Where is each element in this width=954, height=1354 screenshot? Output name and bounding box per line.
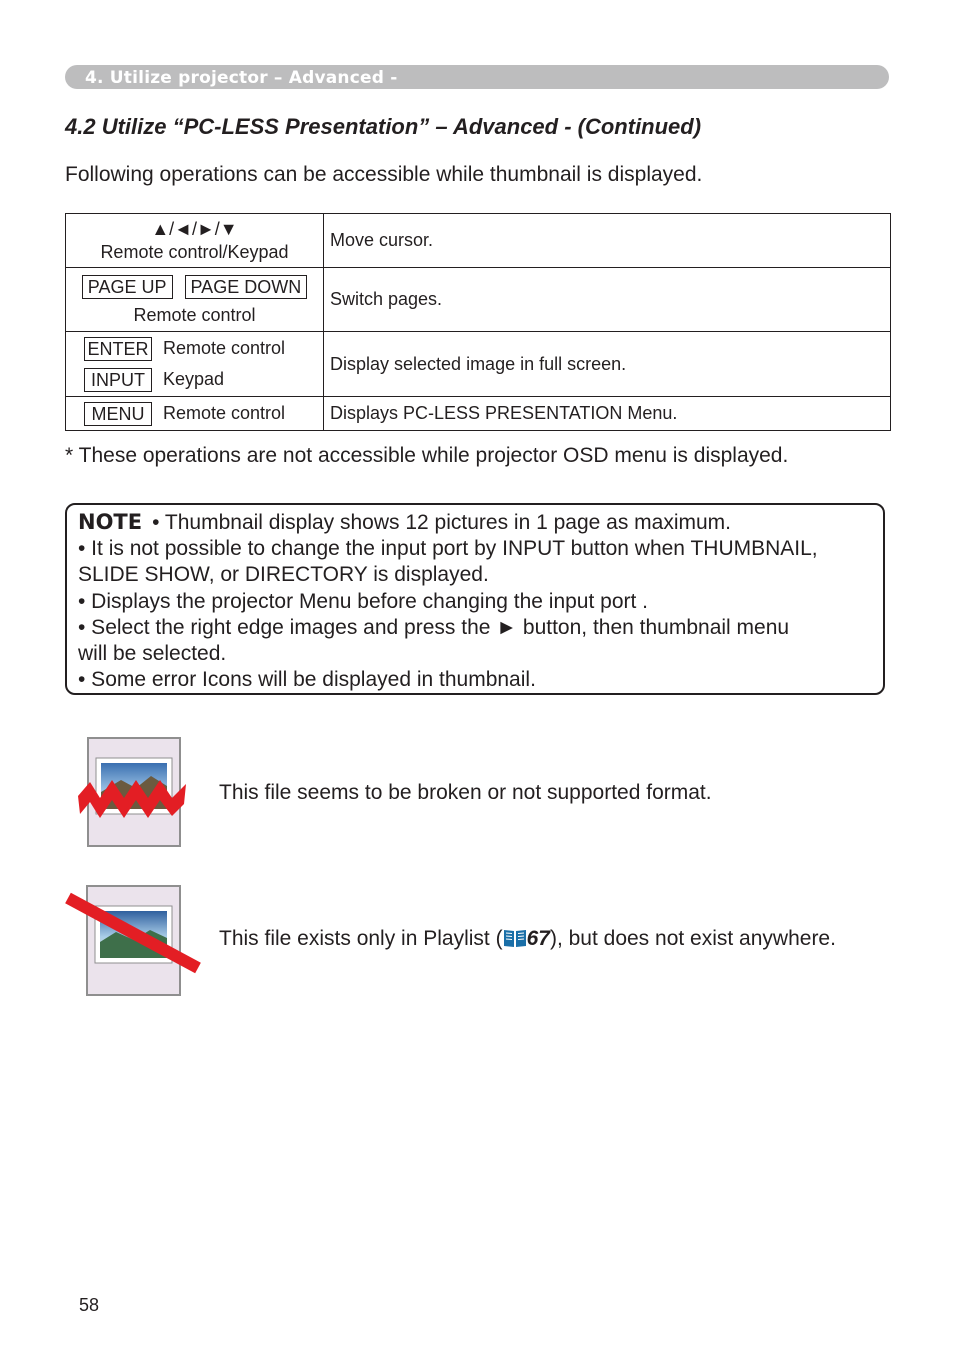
control-source: Keypad <box>163 369 225 389</box>
controls-cell <box>66 332 324 397</box>
arrow-keys: ▲/◄/►/▼ <box>151 218 238 239</box>
note-line: SLIDE SHOW, or DIRECTORY is displayed. <box>78 563 489 587</box>
chapter-header-text: 4. Utilize projector – Advanced - <box>85 68 398 88</box>
key-menu: MENU <box>84 402 152 426</box>
footnote: * These operations are not accessible while projector OSD menu is displayed. <box>65 444 789 467</box>
broken-file-description: This file seems to be broken or not supported format. <box>219 781 712 804</box>
missing-file-icon <box>64 882 204 1000</box>
action-cell: Move cursor. <box>324 214 891 268</box>
table-row <box>66 332 891 397</box>
note-box <box>65 503 885 695</box>
action-cell: Display selected image in full screen. <box>324 332 891 397</box>
key-input: INPUT <box>84 368 152 392</box>
intro-text: Following operations can be accessible while thumbnail is displayed. <box>65 163 703 186</box>
table-row <box>66 397 891 431</box>
broken-file-icon <box>76 736 190 850</box>
key-enter: ENTER <box>84 337 152 361</box>
operations-table <box>65 213 891 431</box>
control-source: Remote control/Keypad <box>100 241 289 262</box>
note-label: NOTE <box>78 510 143 534</box>
missing-file-text-before: This file exists only in Playlist ( <box>219 927 503 950</box>
book-reference-icon <box>503 928 527 948</box>
controls-cell <box>66 268 324 332</box>
table-row <box>66 268 891 332</box>
control-source: Remote control <box>163 403 286 423</box>
missing-file-description <box>219 927 836 951</box>
page-number: 58 <box>79 1295 100 1315</box>
note-line: • Thumbnail display shows 12 pictures in 1 page as maximum. <box>152 511 732 534</box>
key-page-up: PAGE UP <box>82 275 173 299</box>
action-cell: Displays PC-LESS PRESENTATION Menu. <box>324 397 891 431</box>
page-reference-link[interactable]: 67 <box>526 927 550 950</box>
chapter-header-bar <box>65 65 889 89</box>
section-title: 4.2 Utilize “PC-LESS Presentation” – Advanced - (Continued) <box>65 114 702 139</box>
key-page-down: PAGE DOWN <box>185 275 308 299</box>
note-line: • Displays the projector Menu before changing the input port . <box>78 589 649 613</box>
controls-cell <box>66 214 324 268</box>
note-line: • Some error Icons will be displayed in thumbnail. <box>78 668 536 692</box>
table-row <box>66 214 891 268</box>
note-line: will be selected. <box>78 642 227 666</box>
note-line: • Select the right edge images and press the ► button, then thumbnail menu <box>78 615 790 639</box>
control-source: Remote control <box>133 305 256 325</box>
action-cell: Switch pages. <box>324 268 891 332</box>
control-source: Remote control <box>163 338 286 358</box>
missing-file-text-after: ), but does not exist anywhere. <box>549 927 836 950</box>
note-line: • It is not possible to change the input port by INPUT button when THUMBNAIL, <box>78 537 818 561</box>
controls-cell <box>66 397 324 431</box>
